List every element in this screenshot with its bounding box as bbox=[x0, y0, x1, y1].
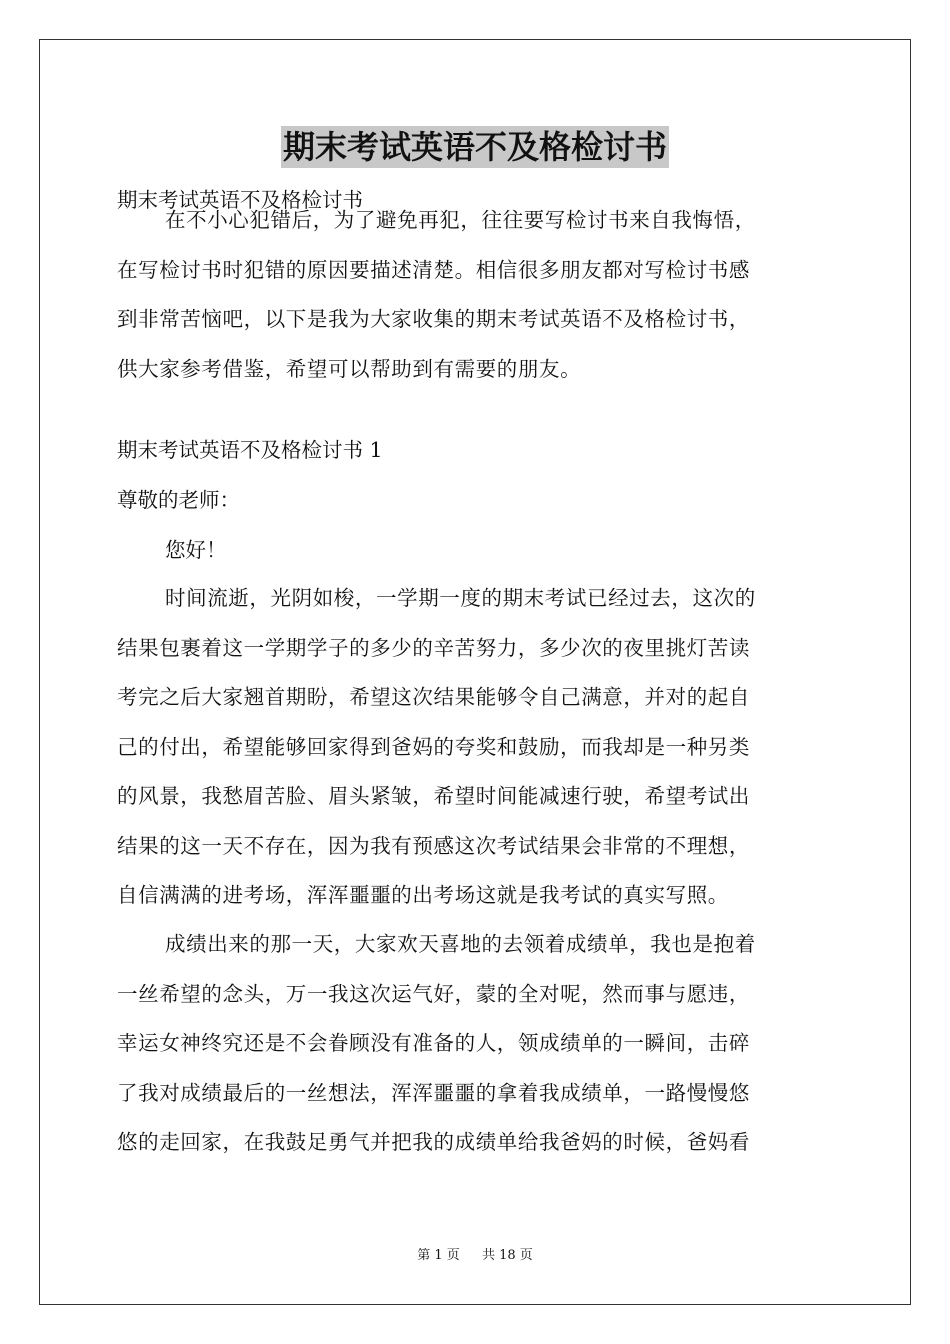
para2-line: 幸运女神终究还是不会眷顾没有准备的人，领成绩单的一瞬间，击碎 bbox=[117, 1031, 750, 1055]
para1-line: 结果包裹着这一学期学子的多少的辛苦努力，多少次的夜里挑灯苦读 bbox=[117, 635, 750, 660]
para2-line: 了我对成绩最后的一丝想法，浑浑噩噩的拿着我成绩单，一路慢慢悠 bbox=[117, 1080, 750, 1105]
para1-line: 考完之后大家翘首期盼，希望这次结果能够令自己满意，并对的起自 bbox=[117, 685, 750, 709]
document-title: 期末考试英语不及格检讨书 bbox=[282, 128, 667, 166]
document-subtitle: 期末考试英语不及格检讨书 bbox=[117, 188, 363, 212]
para2-line: 悠的走回家，在我鼓足勇气并把我的成绩单给我爸妈的时候，爸妈看 bbox=[117, 1130, 750, 1154]
para2-line: 成绩出来的那一天，大家欢天喜地的去领着成绩单，我也是抱着 bbox=[165, 932, 756, 956]
page-total: 共 18 页 bbox=[481, 1248, 533, 1263]
para1-line: 时间流逝，光阴如梭，一学期一度的期末考试已经过去，这次的 bbox=[165, 586, 756, 610]
intro-line: 在写检讨书时犯错的原因要描述清楚。相信很多朋友都对写检讨书感 bbox=[117, 257, 750, 282]
intro-line: 在不小心犯错后，为了避免再犯，往往要写检讨书来自我悔悟， bbox=[165, 208, 756, 232]
para2-line: 一丝希望的念头，万一我这次运气好，蒙的全对呢，然而事与愿违， bbox=[117, 981, 750, 1006]
para1-line: 己的付出，希望能够回家得到爸妈的夸奖和鼓励，而我却是一种另类 bbox=[117, 734, 750, 759]
body-paragraph-2 bbox=[117, 920, 833, 1168]
body-paragraph-1 bbox=[117, 574, 833, 921]
intro-paragraph bbox=[117, 196, 833, 394]
greeting: 您好！ bbox=[165, 538, 227, 562]
section-heading: 期末考试英语不及格检讨书 1 bbox=[117, 438, 383, 462]
para1-line: 自信满满的进考场，浑浑噩噩的出考场这就是我考试的真实写照。 bbox=[117, 883, 729, 907]
para1-line: 结果的这一天不存在，因为我有预感这次考试结果会非常的不理想， bbox=[117, 833, 750, 858]
page-number: 第 1 页 bbox=[417, 1248, 460, 1263]
page-footer bbox=[0, 1244, 950, 1263]
para1-line: 的风景，我愁眉苦脸、眉头紧皱，希望时间能减速行驶，希望考试出 bbox=[117, 784, 750, 808]
intro-line: 到非常苦恼吧，以下是我为大家收集的期末考试英语不及格检讨书， bbox=[117, 307, 750, 331]
intro-line: 供大家参考借鉴，希望可以帮助到有需要的朋友。 bbox=[117, 356, 582, 381]
salutation: 尊敬的老师： bbox=[117, 488, 240, 512]
title-wrap bbox=[117, 126, 833, 168]
